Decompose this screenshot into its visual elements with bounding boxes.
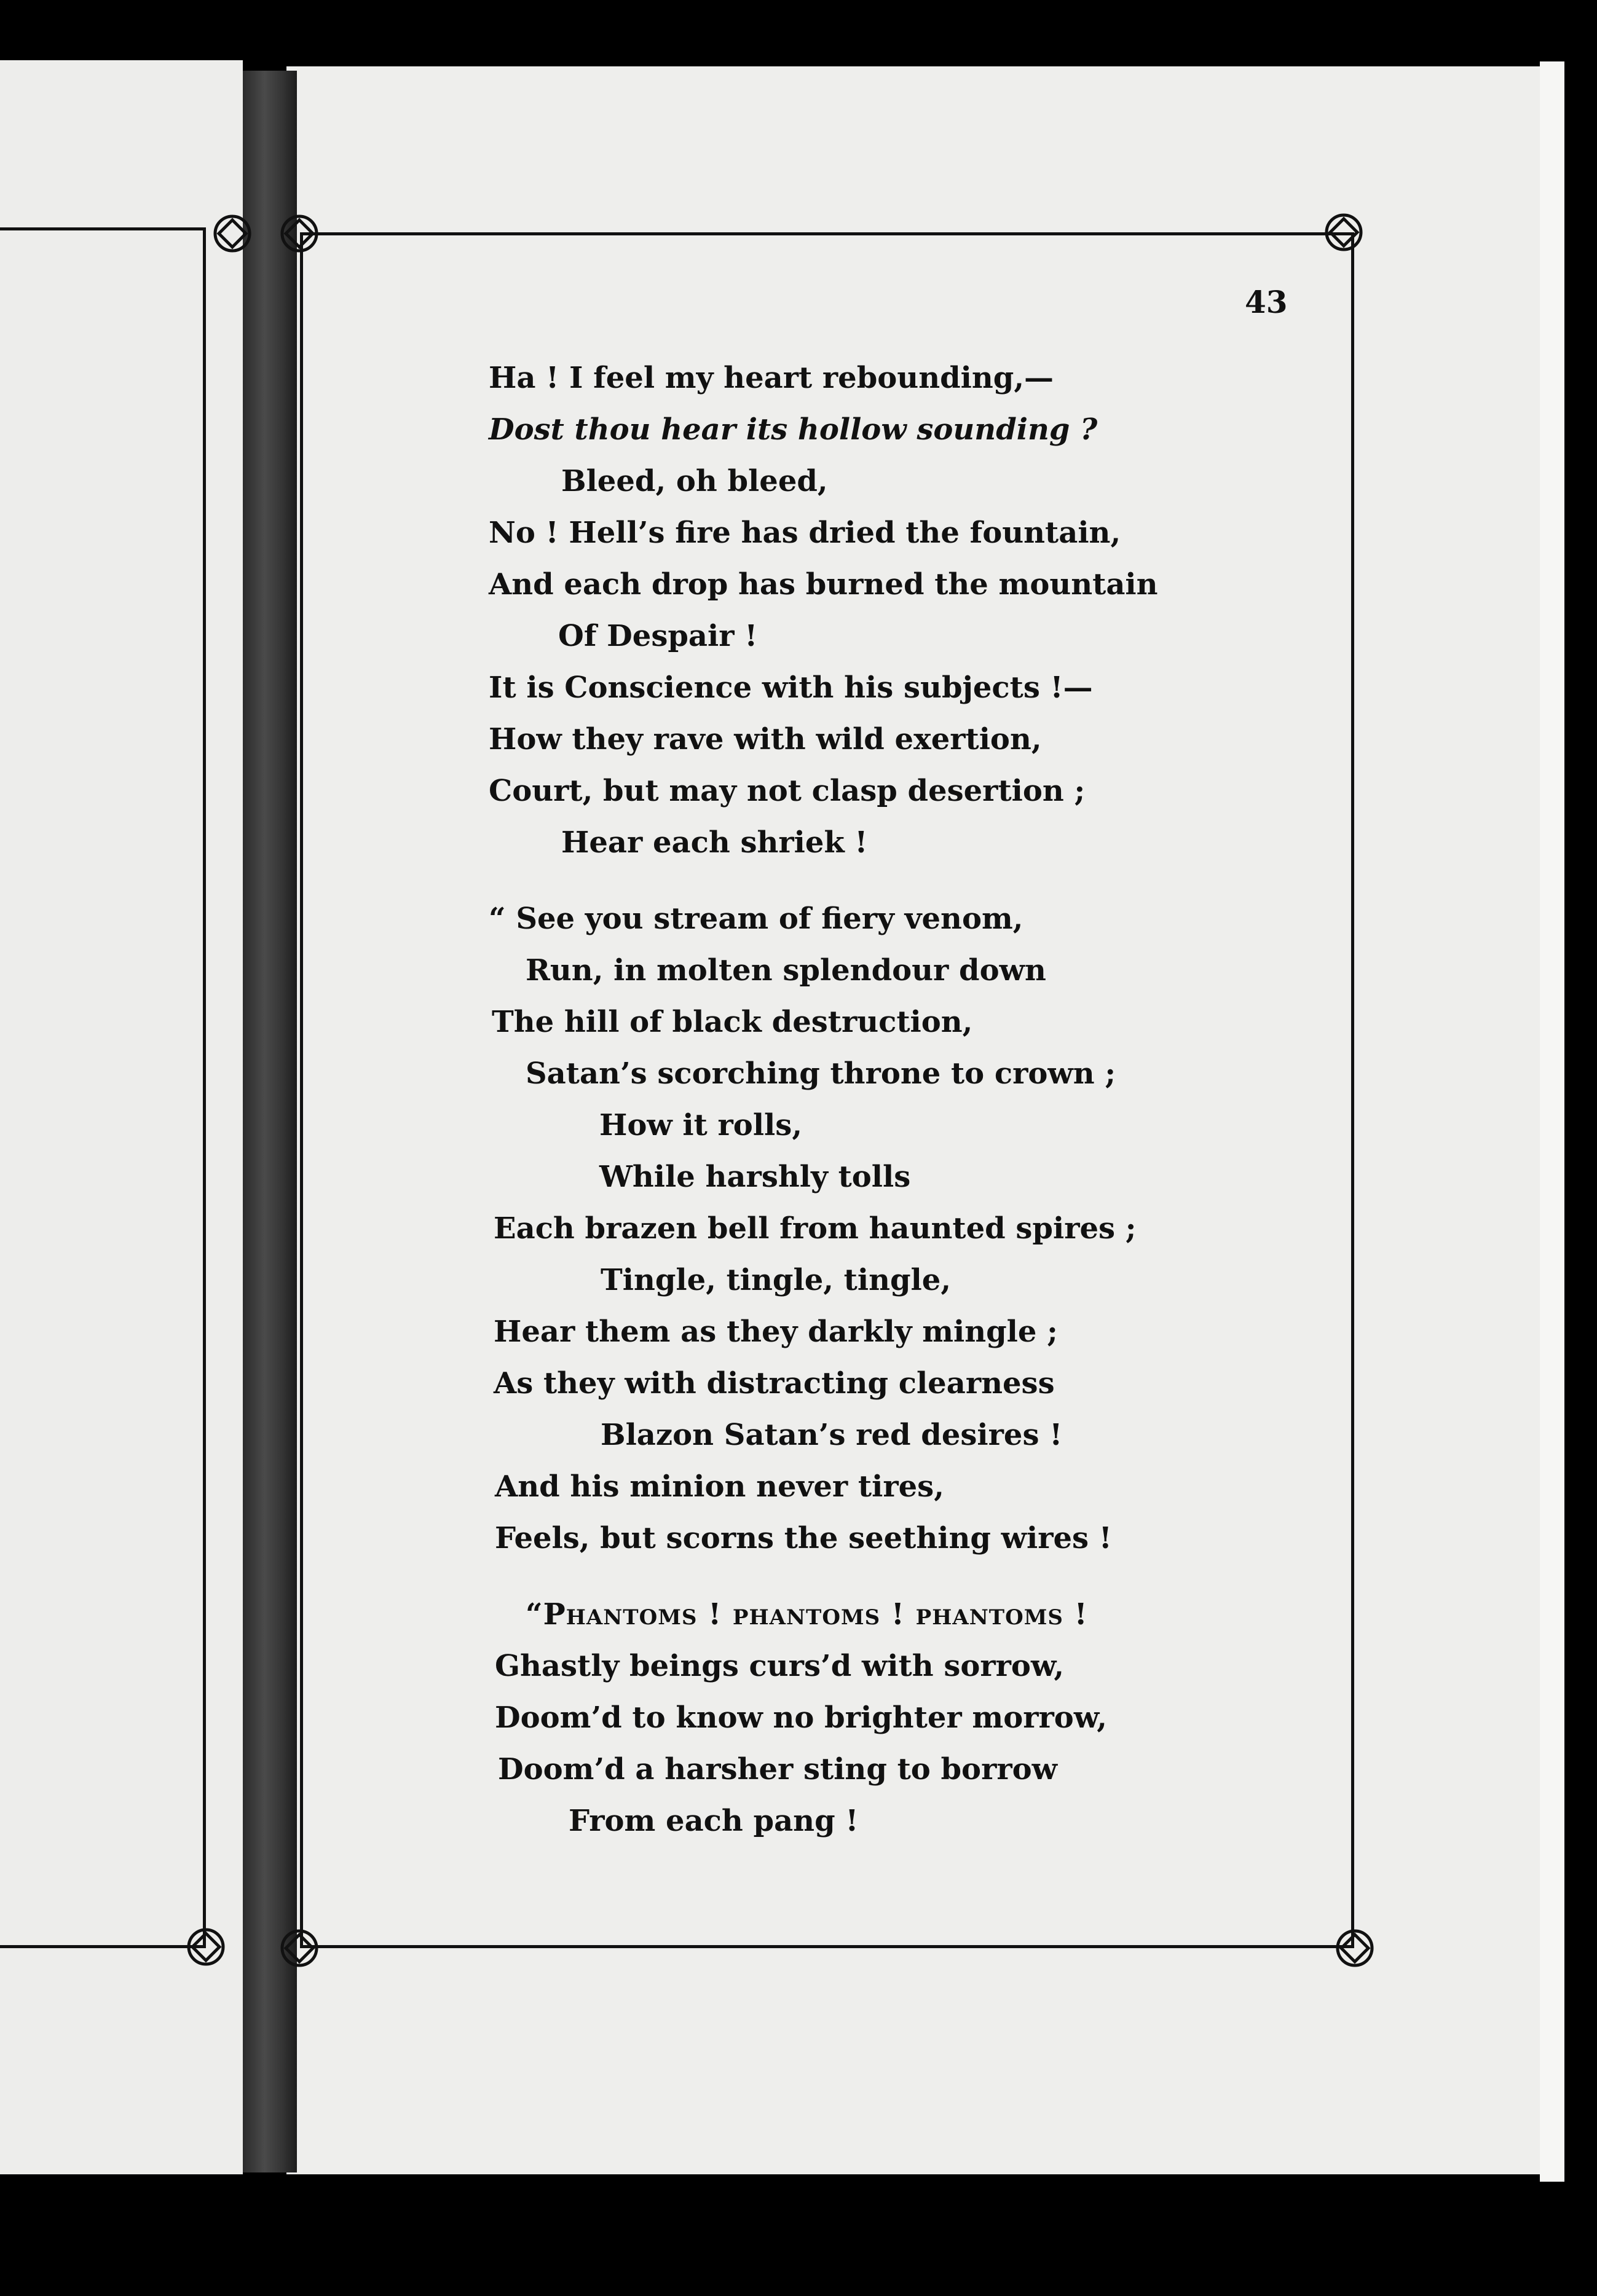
poem-line: Dost thou hear its hollow sounding ? [489, 412, 1098, 447]
page-edge [1540, 61, 1564, 2182]
poem-line: Run, in molten splendour down [526, 953, 1046, 988]
poem-line: How it rolls, [599, 1108, 803, 1142]
poem-line: And his minion never tires, [495, 1469, 944, 1504]
poem-line: Bleed, oh bleed, [561, 464, 828, 498]
corner-ornament-icon [1324, 213, 1363, 252]
corner-ornament-icon [213, 214, 252, 253]
poem-line: Of Despair ! [558, 619, 758, 653]
poem-line: Each brazen bell from haunted spires ; [494, 1211, 1137, 1246]
poem-line: The hill of black destruction, [492, 1005, 973, 1039]
poem-line: Hear them as they darkly mingle ; [494, 1315, 1058, 1349]
poem-line: As they with distracting clearness [494, 1366, 1055, 1401]
poem-line: No ! Hell’s fire has dried the fountain, [489, 516, 1121, 550]
poem-line: Ghastly beings curs’d with sorrow, [495, 1649, 1065, 1683]
poem-line: Hear each shriek ! [561, 825, 868, 860]
book-gutter [243, 71, 297, 2172]
facing-page-border [0, 227, 206, 1948]
poem-line: Doom’d to know no brighter morrow, [495, 1700, 1107, 1735]
corner-ornament-icon [280, 1928, 319, 1968]
poem-line: From each pang ! [569, 1804, 859, 1838]
corner-ornament-icon [1335, 1928, 1374, 1968]
poem-line: Blazon Satan’s red desires ! [601, 1418, 1063, 1452]
poem-line: Tingle, tingle, tingle, [601, 1263, 952, 1297]
corner-ornament-icon [280, 214, 319, 253]
poem-line: “Phantoms ! phantoms ! phantoms ! [526, 1597, 1088, 1632]
poem-line: “ See you stream of fiery venom, [489, 902, 1023, 936]
poem-line: It is Conscience with his subjects !— [489, 670, 1093, 705]
page-number: 43 [1245, 284, 1288, 320]
poem-line: How they rave with wild exertion, [489, 722, 1042, 757]
poem-line: And each drop has burned the mountain [489, 567, 1158, 602]
poem-line: While harshly tolls [599, 1160, 911, 1194]
poem-line: Ha ! I feel my heart rebounding,— [489, 361, 1054, 395]
poem-line: Doom’d a harsher sting to borrow [498, 1752, 1057, 1787]
corner-ornament-icon [186, 1927, 226, 1967]
poem-line: Feels, but scorns the seething wires ! [495, 1521, 1112, 1555]
poem-line: Court, but may not clasp desertion ; [489, 774, 1086, 808]
poem-line: Satan’s scorching throne to crown ; [526, 1056, 1116, 1091]
